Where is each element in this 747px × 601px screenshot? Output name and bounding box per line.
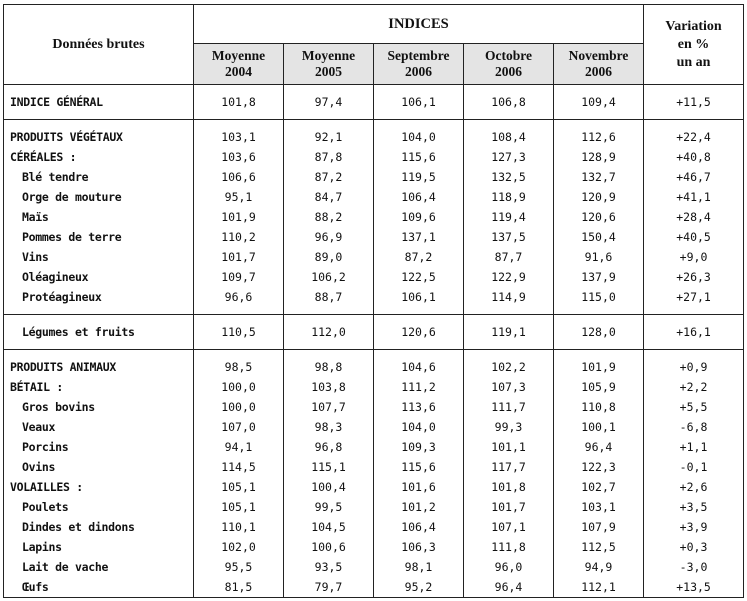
index-cell: 132,5 (464, 167, 554, 187)
spacer-cell (194, 112, 284, 120)
index-cell: 122,5 (374, 267, 464, 287)
index-cell: 106,1 (374, 92, 464, 112)
index-cell: 106,2 (284, 267, 374, 287)
index-cell: 103,1 (554, 497, 644, 517)
variation-cell: +46,7 (644, 167, 744, 187)
index-cell: 92,1 (284, 127, 374, 147)
index-cell: 107,1 (464, 517, 554, 537)
spacer-cell (554, 112, 644, 120)
index-cell: 98,3 (284, 417, 374, 437)
column-header-line-1: Septembre (387, 48, 450, 63)
row-label: Légumes et fruits (4, 322, 194, 342)
index-cell: 94,9 (554, 557, 644, 577)
spacer-cell (374, 120, 464, 128)
index-cell: 79,7 (284, 577, 374, 598)
index-cell: 110,5 (194, 322, 284, 342)
spacer-cell (374, 112, 464, 120)
index-cell: 110,8 (554, 397, 644, 417)
row-label: Pommes de terre (4, 227, 194, 247)
table-row (4, 92, 744, 112)
index-cell: 101,8 (464, 477, 554, 497)
index-cell: 109,3 (374, 437, 464, 457)
spacer-cell (554, 120, 644, 128)
section-spacer (4, 342, 744, 350)
table-row (4, 437, 744, 457)
index-cell: 101,7 (464, 497, 554, 517)
column-header-line-2: 2006 (405, 64, 432, 79)
spacer-cell (4, 85, 194, 93)
index-cell: 107,9 (554, 517, 644, 537)
section-spacer (4, 85, 744, 93)
index-cell: 120,6 (374, 322, 464, 342)
index-cell: 88,2 (284, 207, 374, 227)
section-spacer (4, 120, 744, 128)
spacer-cell (4, 342, 194, 350)
index-cell: 101,8 (194, 92, 284, 112)
row-label: Lait de vache (4, 557, 194, 577)
table-row (4, 287, 744, 307)
index-cell: 112,1 (554, 577, 644, 598)
index-cell: 109,7 (194, 267, 284, 287)
variation-cell: +13,5 (644, 577, 744, 598)
column-header (374, 44, 464, 85)
row-label: Orge de mouture (4, 187, 194, 207)
index-cell: 95,1 (194, 187, 284, 207)
index-cell: 106,3 (374, 537, 464, 557)
index-cell: 111,2 (374, 377, 464, 397)
index-cell: 103,1 (194, 127, 284, 147)
spacer-cell (644, 315, 744, 323)
index-cell: 106,6 (194, 167, 284, 187)
index-cell: 100,0 (194, 377, 284, 397)
row-label: Veaux (4, 417, 194, 437)
variation-cell: +26,3 (644, 267, 744, 287)
index-cell: 118,9 (464, 187, 554, 207)
index-cell: 87,7 (464, 247, 554, 267)
index-cell: 111,7 (464, 397, 554, 417)
row-label: Blé tendre (4, 167, 194, 187)
column-header-line-2: 2006 (585, 64, 613, 79)
index-cell: 115,0 (554, 287, 644, 307)
index-cell: 102,7 (554, 477, 644, 497)
variation-cell: +0,3 (644, 537, 744, 557)
column-header (194, 44, 284, 85)
table-row (4, 537, 744, 557)
header-variation (644, 5, 744, 85)
index-cell: 99,5 (284, 497, 374, 517)
index-cell: 103,6 (194, 147, 284, 167)
variation-cell: +5,5 (644, 397, 744, 417)
spacer-cell (554, 307, 644, 315)
variation-cell: +11,5 (644, 92, 744, 112)
variation-cell: +1,1 (644, 437, 744, 457)
index-cell: 87,8 (284, 147, 374, 167)
spacer-cell (284, 85, 374, 93)
spacer-cell (194, 342, 284, 350)
variation-cell: -3,0 (644, 557, 744, 577)
index-cell: 122,9 (464, 267, 554, 287)
spacer-cell (644, 350, 744, 358)
index-cell: 137,5 (464, 227, 554, 247)
index-cell: 106,1 (374, 287, 464, 307)
index-cell: 101,7 (194, 247, 284, 267)
index-cell: 150,4 (554, 227, 644, 247)
spacer-cell (284, 112, 374, 120)
spacer-cell (284, 350, 374, 358)
column-header (284, 44, 374, 85)
index-cell: 93,5 (284, 557, 374, 577)
index-cell: 106,4 (374, 517, 464, 537)
spacer-cell (464, 315, 554, 323)
column-header-line-1: Novembre (568, 48, 629, 63)
index-cell: 128,9 (554, 147, 644, 167)
index-cell: 96,8 (284, 437, 374, 457)
index-cell: 128,0 (554, 322, 644, 342)
table-row (4, 557, 744, 577)
table-row (4, 127, 744, 147)
index-cell: 101,9 (554, 357, 644, 377)
index-cell: 96,4 (554, 437, 644, 457)
variation-cell: +28,4 (644, 207, 744, 227)
section-spacer (4, 350, 744, 358)
variation-cell: -0,1 (644, 457, 744, 477)
index-cell: 115,6 (374, 147, 464, 167)
variation-cell: +0,9 (644, 357, 744, 377)
table-row (4, 247, 744, 267)
index-cell: 96,6 (194, 287, 284, 307)
row-label: VOLAILLES : (4, 477, 194, 497)
spacer-cell (464, 120, 554, 128)
header-raw-data: Données brutes (4, 5, 194, 85)
spacer-cell (4, 350, 194, 358)
index-cell: 112,5 (554, 537, 644, 557)
index-cell: 87,2 (284, 167, 374, 187)
variation-cell: +2,2 (644, 377, 744, 397)
variation-cell: +16,1 (644, 322, 744, 342)
table-row (4, 577, 744, 598)
row-label: Protéagineux (4, 287, 194, 307)
index-cell: 137,9 (554, 267, 644, 287)
spacer-cell (464, 350, 554, 358)
index-cell: 91,6 (554, 247, 644, 267)
row-label: Maïs (4, 207, 194, 227)
index-cell: 105,9 (554, 377, 644, 397)
spacer-cell (374, 307, 464, 315)
index-cell: 94,1 (194, 437, 284, 457)
spacer-cell (374, 350, 464, 358)
index-cell: 107,0 (194, 417, 284, 437)
index-cell: 108,4 (464, 127, 554, 147)
index-cell: 119,5 (374, 167, 464, 187)
header-variation-line-2: en % (677, 36, 710, 52)
table-row (4, 167, 744, 187)
column-header-line-2: 2004 (225, 64, 252, 79)
header-variation-line-3: un an (676, 54, 711, 70)
index-cell: 103,8 (284, 377, 374, 397)
index-cell: 81,5 (194, 577, 284, 598)
spacer-cell (554, 342, 644, 350)
index-cell: 137,1 (374, 227, 464, 247)
index-cell: 101,6 (374, 477, 464, 497)
index-cell: 122,3 (554, 457, 644, 477)
spacer-cell (644, 307, 744, 315)
index-cell: 102,2 (464, 357, 554, 377)
index-cell: 89,0 (284, 247, 374, 267)
index-cell: 87,2 (374, 247, 464, 267)
price-index-table (3, 4, 744, 598)
row-label: CÉRÉALES : (4, 147, 194, 167)
spacer-cell (4, 120, 194, 128)
index-cell: 132,7 (554, 167, 644, 187)
index-cell: 95,5 (194, 557, 284, 577)
spacer-cell (4, 307, 194, 315)
table-row (4, 377, 744, 397)
index-cell: 104,0 (374, 417, 464, 437)
header-variation-line-1: Variation (665, 18, 722, 34)
index-cell: 120,9 (554, 187, 644, 207)
index-cell: 110,2 (194, 227, 284, 247)
index-cell: 88,7 (284, 287, 374, 307)
spacer-cell (284, 307, 374, 315)
row-label: Poulets (4, 497, 194, 517)
row-label: PRODUITS ANIMAUX (4, 357, 194, 377)
spacer-cell (554, 350, 644, 358)
spacer-cell (644, 112, 744, 120)
index-cell: 113,6 (374, 397, 464, 417)
table-row (4, 357, 744, 377)
index-cell: 107,3 (464, 377, 554, 397)
index-cell: 105,1 (194, 497, 284, 517)
table-body (4, 85, 744, 598)
table-row (4, 207, 744, 227)
spacer-cell (194, 315, 284, 323)
table-row (4, 267, 744, 287)
spacer-cell (464, 342, 554, 350)
spacer-cell (644, 342, 744, 350)
section-spacer (4, 315, 744, 323)
table-row (4, 322, 744, 342)
variation-cell: +3,9 (644, 517, 744, 537)
index-cell: 114,5 (194, 457, 284, 477)
column-header-line-1: Octobre (485, 48, 532, 63)
column-header-line-1: Moyenne (301, 48, 356, 63)
section-spacer (4, 112, 744, 120)
row-label: INDICE GÉNÉRAL (4, 92, 194, 112)
index-cell: 102,0 (194, 537, 284, 557)
index-cell: 111,8 (464, 537, 554, 557)
table-row (4, 147, 744, 167)
spacer-cell (374, 85, 464, 93)
table-row (4, 457, 744, 477)
index-cell: 119,1 (464, 322, 554, 342)
row-label: Gros bovins (4, 397, 194, 417)
index-cell: 117,7 (464, 457, 554, 477)
variation-cell: +41,1 (644, 187, 744, 207)
spacer-cell (464, 112, 554, 120)
index-cell: 115,1 (284, 457, 374, 477)
spacer-cell (464, 85, 554, 93)
table-row (4, 417, 744, 437)
spacer-cell (554, 85, 644, 93)
row-label: BÉTAIL : (4, 377, 194, 397)
row-label: Oléagineux (4, 267, 194, 287)
column-header (464, 44, 554, 85)
index-cell: 101,9 (194, 207, 284, 227)
spacer-cell (374, 342, 464, 350)
spacer-cell (194, 307, 284, 315)
index-cell: 107,7 (284, 397, 374, 417)
table-row (4, 497, 744, 517)
index-cell: 119,4 (464, 207, 554, 227)
index-cell: 96,0 (464, 557, 554, 577)
variation-cell: +40,5 (644, 227, 744, 247)
index-cell: 100,4 (284, 477, 374, 497)
column-header-line-2: 2006 (495, 64, 522, 79)
header-indices: INDICES (194, 5, 644, 44)
index-cell: 109,6 (374, 207, 464, 227)
index-cell: 106,8 (464, 92, 554, 112)
table-row (4, 477, 744, 497)
index-cell: 97,4 (284, 92, 374, 112)
spacer-cell (4, 315, 194, 323)
index-cell: 98,8 (284, 357, 374, 377)
variation-cell: -6,8 (644, 417, 744, 437)
variation-cell: +40,8 (644, 147, 744, 167)
row-label: Ovins (4, 457, 194, 477)
index-cell: 105,1 (194, 477, 284, 497)
variation-cell: +9,0 (644, 247, 744, 267)
table-row (4, 397, 744, 417)
index-cell: 95,2 (374, 577, 464, 598)
spacer-cell (194, 120, 284, 128)
row-label: PRODUITS VÉGÉTAUX (4, 127, 194, 147)
column-header-line-2: 2005 (315, 64, 342, 79)
index-cell: 100,0 (194, 397, 284, 417)
row-label: Porcins (4, 437, 194, 457)
spacer-cell (194, 350, 284, 358)
spacer-cell (554, 315, 644, 323)
spacer-cell (194, 85, 284, 93)
spacer-cell (644, 85, 744, 93)
spacer-cell (374, 315, 464, 323)
index-cell: 98,5 (194, 357, 284, 377)
spacer-cell (644, 120, 744, 128)
variation-cell: +27,1 (644, 287, 744, 307)
index-cell: 96,9 (284, 227, 374, 247)
index-cell: 127,3 (464, 147, 554, 167)
index-cell: 100,1 (554, 417, 644, 437)
spacer-cell (284, 120, 374, 128)
row-label: Lapins (4, 537, 194, 557)
variation-cell: +2,6 (644, 477, 744, 497)
index-cell: 101,1 (464, 437, 554, 457)
index-cell: 112,0 (284, 322, 374, 342)
index-cell: 104,0 (374, 127, 464, 147)
index-cell: 104,5 (284, 517, 374, 537)
index-cell: 106,4 (374, 187, 464, 207)
table-row (4, 187, 744, 207)
index-cell: 96,4 (464, 577, 554, 598)
column-header-line-1: Moyenne (211, 48, 266, 63)
index-cell: 109,4 (554, 92, 644, 112)
index-cell: 115,6 (374, 457, 464, 477)
table-row (4, 517, 744, 537)
row-label: Dindes et dindons (4, 517, 194, 537)
index-cell: 110,1 (194, 517, 284, 537)
variation-cell: +3,5 (644, 497, 744, 517)
row-label: Œufs (4, 577, 194, 598)
spacer-cell (284, 315, 374, 323)
index-cell: 100,6 (284, 537, 374, 557)
index-cell: 101,2 (374, 497, 464, 517)
spacer-cell (4, 112, 194, 120)
spacer-cell (284, 342, 374, 350)
index-cell: 104,6 (374, 357, 464, 377)
section-spacer (4, 307, 744, 315)
index-cell: 98,1 (374, 557, 464, 577)
spacer-cell (464, 307, 554, 315)
index-cell: 99,3 (464, 417, 554, 437)
table-row (4, 227, 744, 247)
index-cell: 84,7 (284, 187, 374, 207)
variation-cell: +22,4 (644, 127, 744, 147)
index-cell: 112,6 (554, 127, 644, 147)
row-label: Vins (4, 247, 194, 267)
index-cell: 120,6 (554, 207, 644, 227)
index-cell: 114,9 (464, 287, 554, 307)
column-header (554, 44, 644, 85)
